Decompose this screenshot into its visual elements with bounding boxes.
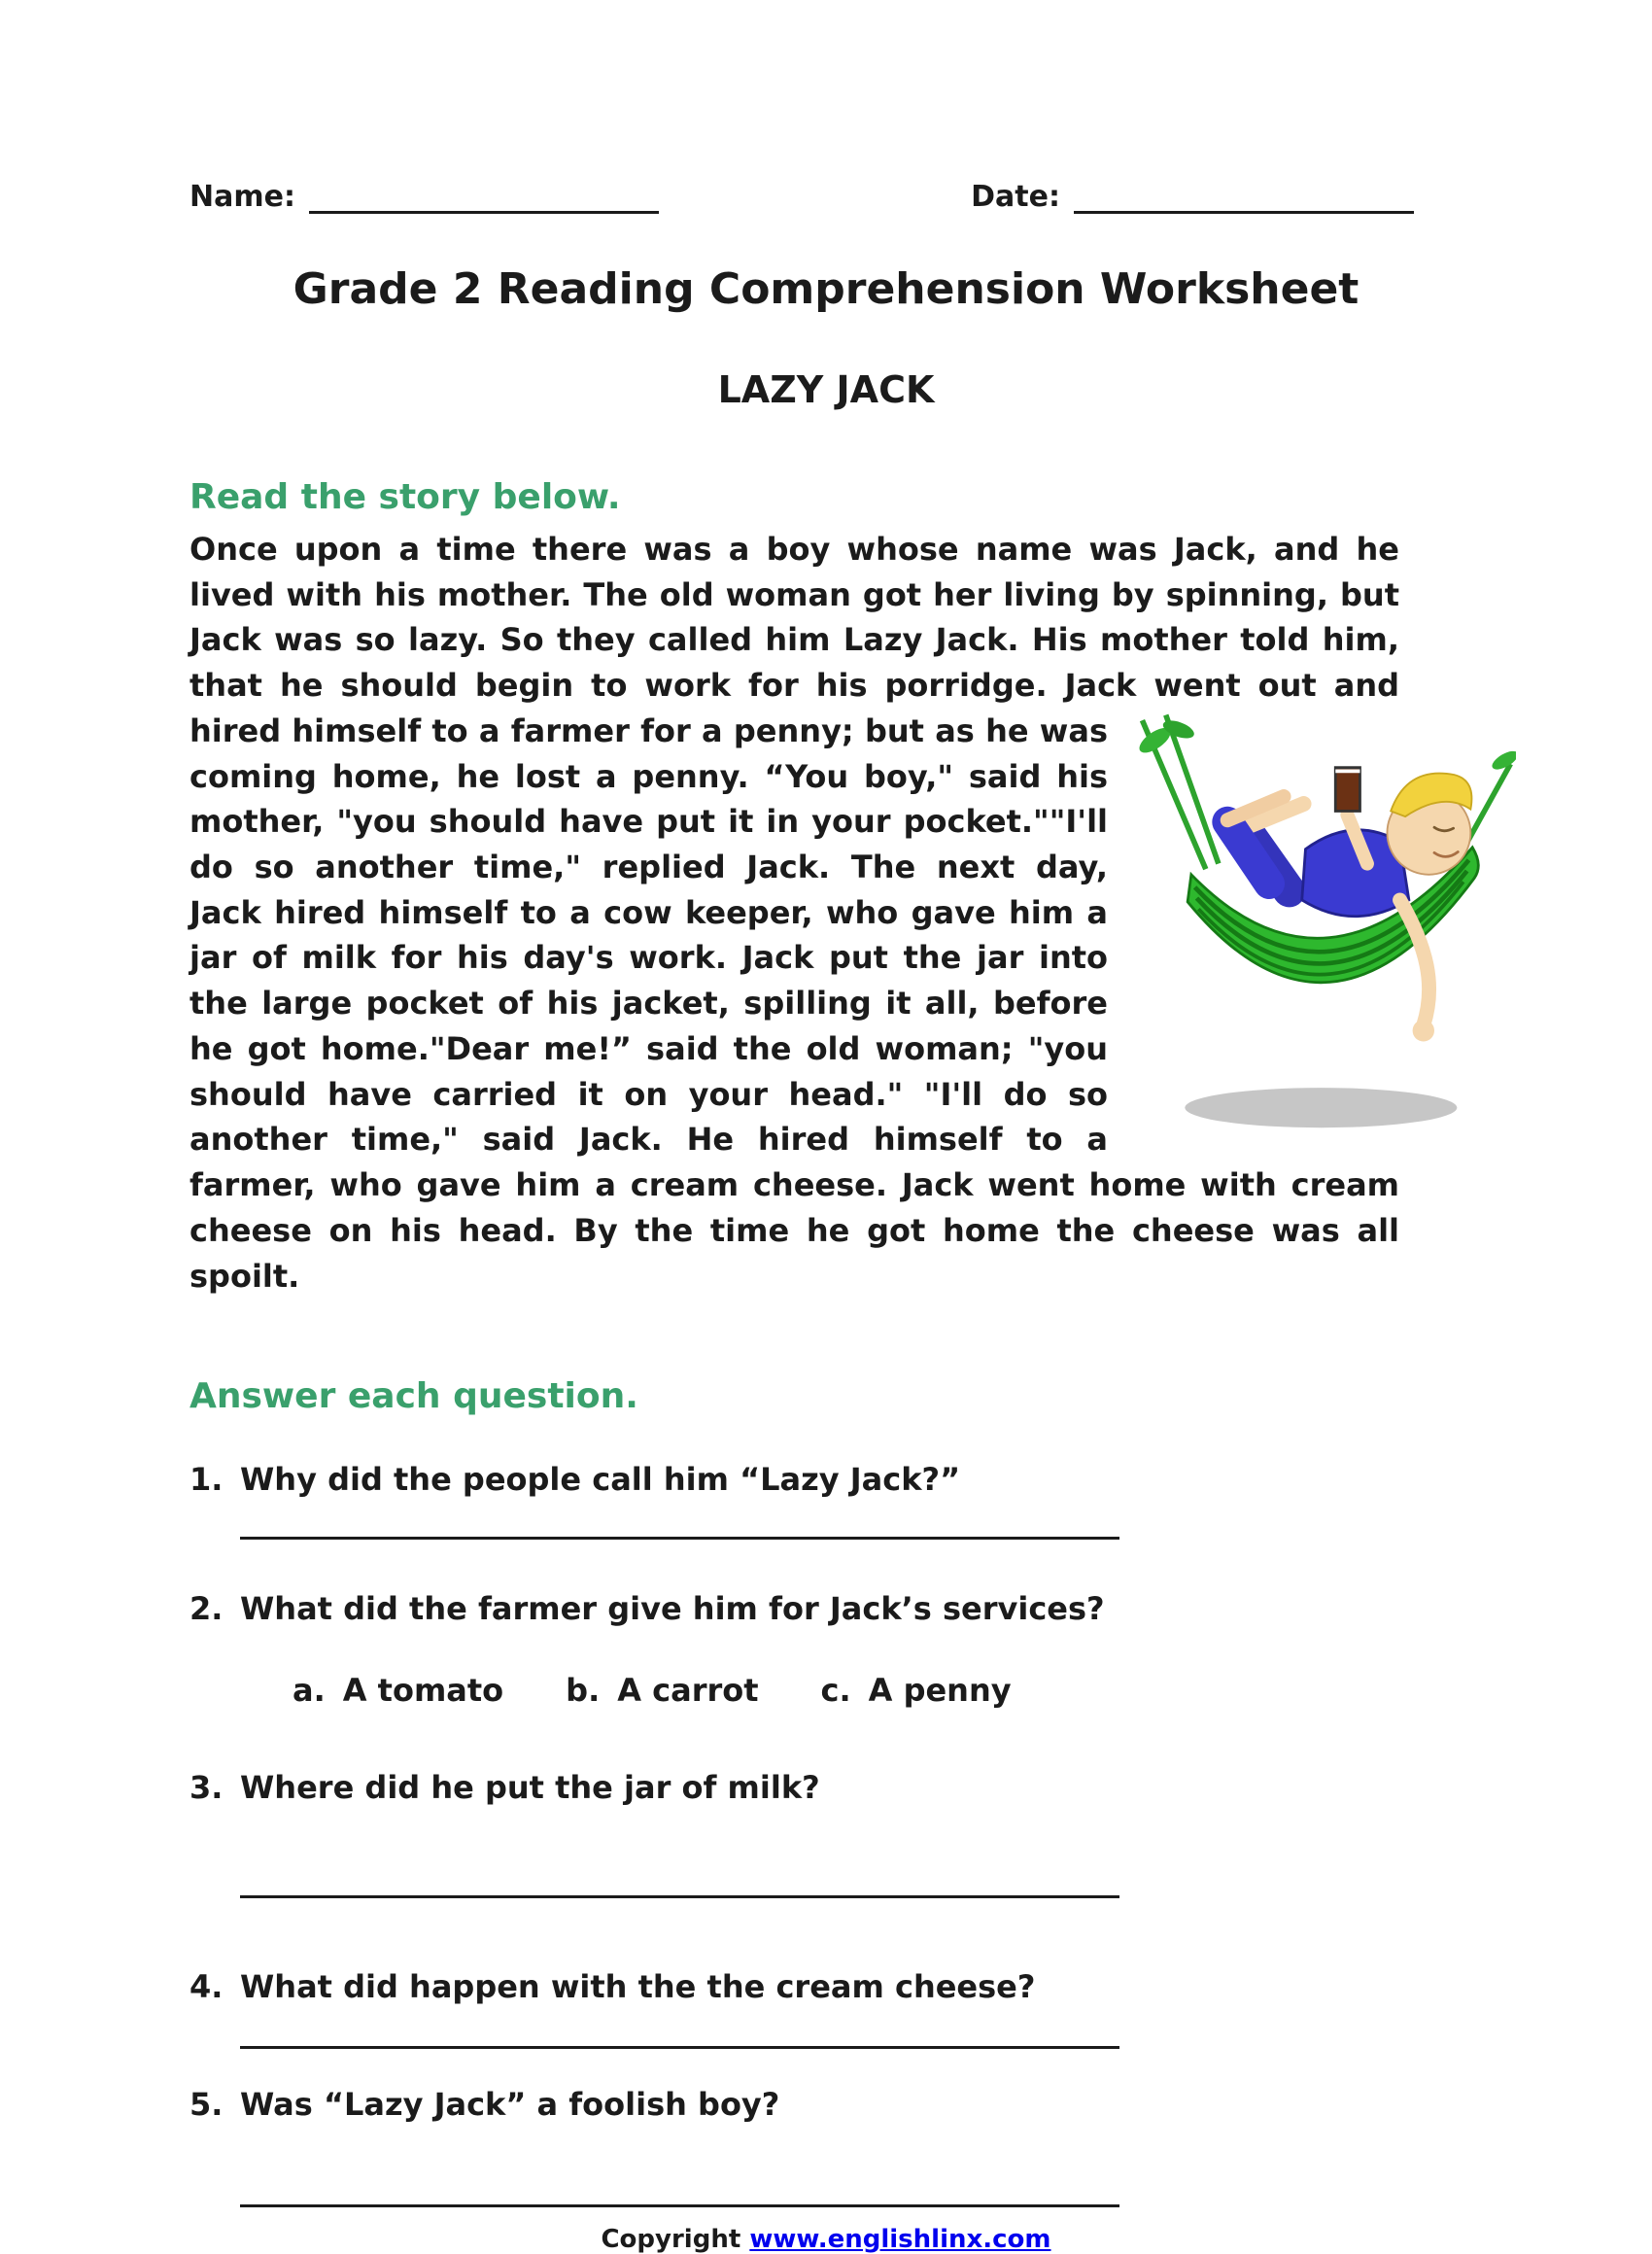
content-area bbox=[0, 477, 1652, 2207]
question-1 bbox=[189, 1461, 1399, 1498]
shadow-shape bbox=[1185, 1088, 1457, 1127]
question-4-number: 4. bbox=[189, 1968, 224, 2006]
option-b bbox=[566, 1672, 758, 1709]
name-label: Name: bbox=[189, 180, 295, 214]
page-title: Grade 2 Reading Comprehension Worksheet bbox=[293, 264, 1359, 314]
question-1-text: Why did the people call him “Lazy Jack?” bbox=[240, 1461, 961, 1499]
option-c-text: A penny bbox=[868, 1672, 1012, 1710]
option-a-text: A tomato bbox=[342, 1672, 504, 1710]
name-field bbox=[189, 180, 659, 214]
question-5-text: Was “Lazy Jack” a foolish boy? bbox=[240, 2086, 780, 2124]
question-2-number: 2. bbox=[189, 1590, 224, 1628]
question-3-number: 3. bbox=[189, 1769, 224, 1807]
question-1-number: 1. bbox=[189, 1461, 224, 1499]
footer bbox=[0, 2225, 1652, 2254]
copyright-label: Copyright bbox=[601, 2225, 741, 2254]
option-c-label: c. bbox=[820, 1672, 851, 1710]
story-text-part2: penny; but as he was coming home, he lost a penny. “You boy," said his mother, "you should have put it in your pocket.""I'll do so another time," replied Jack. The next day, Jack hired himself to a cow keeper, who gave him a jar of milk for his day's work. Jack put the jar into the large pocket of his jacket, spilling it all, before he got home."Dear me!” said the old woman; "you should have carried it on your head." "I'll do so another time," said Jack. He hired himself to a farmer, who gave him a cream cheese. Jack went home with cream cheese on his head. By the time he got home the cheese was all spoilt. bbox=[189, 711, 1399, 1295]
option-c bbox=[821, 1672, 1012, 1709]
question-4-text: What did happen with the the cream cheese? bbox=[240, 1968, 1036, 2006]
option-a bbox=[293, 1672, 503, 1709]
option-b-label: b. bbox=[566, 1672, 601, 1710]
question-3 bbox=[189, 1769, 1399, 1806]
date-field bbox=[971, 180, 1414, 214]
question-2-options bbox=[293, 1672, 1399, 1709]
option-a-label: a. bbox=[293, 1672, 326, 1710]
question-2 bbox=[189, 1590, 1399, 1627]
story-title: LAZY JACK bbox=[717, 368, 935, 411]
date-label: Date: bbox=[971, 180, 1060, 214]
answer-line-4 bbox=[240, 2046, 1119, 2049]
boy-in-hammock-illustration bbox=[1135, 703, 1516, 1150]
question-5 bbox=[189, 2086, 1399, 2123]
answer-line-5 bbox=[240, 2204, 1119, 2207]
question-4 bbox=[189, 1968, 1399, 2005]
question-5-number: 5. bbox=[189, 2086, 224, 2124]
name-blank-line bbox=[309, 181, 659, 214]
question-2-text: What did the farmer give him for Jack’s services? bbox=[240, 1590, 1105, 1628]
header-row bbox=[0, 0, 1652, 214]
answer-line-3 bbox=[240, 1895, 1119, 1898]
questions-section-heading: Answer each question. bbox=[189, 1376, 638, 1417]
option-b-text: A carrot bbox=[617, 1672, 759, 1710]
englishlinx-link[interactable]: www.englishlinx.com bbox=[749, 2225, 1051, 2254]
answer-line-1 bbox=[240, 1537, 1119, 1540]
story-section-heading: Read the story below. bbox=[189, 477, 621, 517]
date-blank-line bbox=[1074, 181, 1414, 214]
story-paragraph bbox=[189, 527, 1399, 1299]
drink-glass bbox=[1335, 768, 1359, 812]
question-3-text: Where did he put the jar of milk? bbox=[240, 1769, 820, 1807]
story-text-part1: Once upon a time there was a boy whose name was Jack, and he lived with his mother. The old woman got her living by spinning, but Jack was so lazy. So they called him Lazy Jack. His mother told him, that he should begin to work for his porridge. Jack went out and hired himself to a farmer for a bbox=[189, 531, 1399, 749]
